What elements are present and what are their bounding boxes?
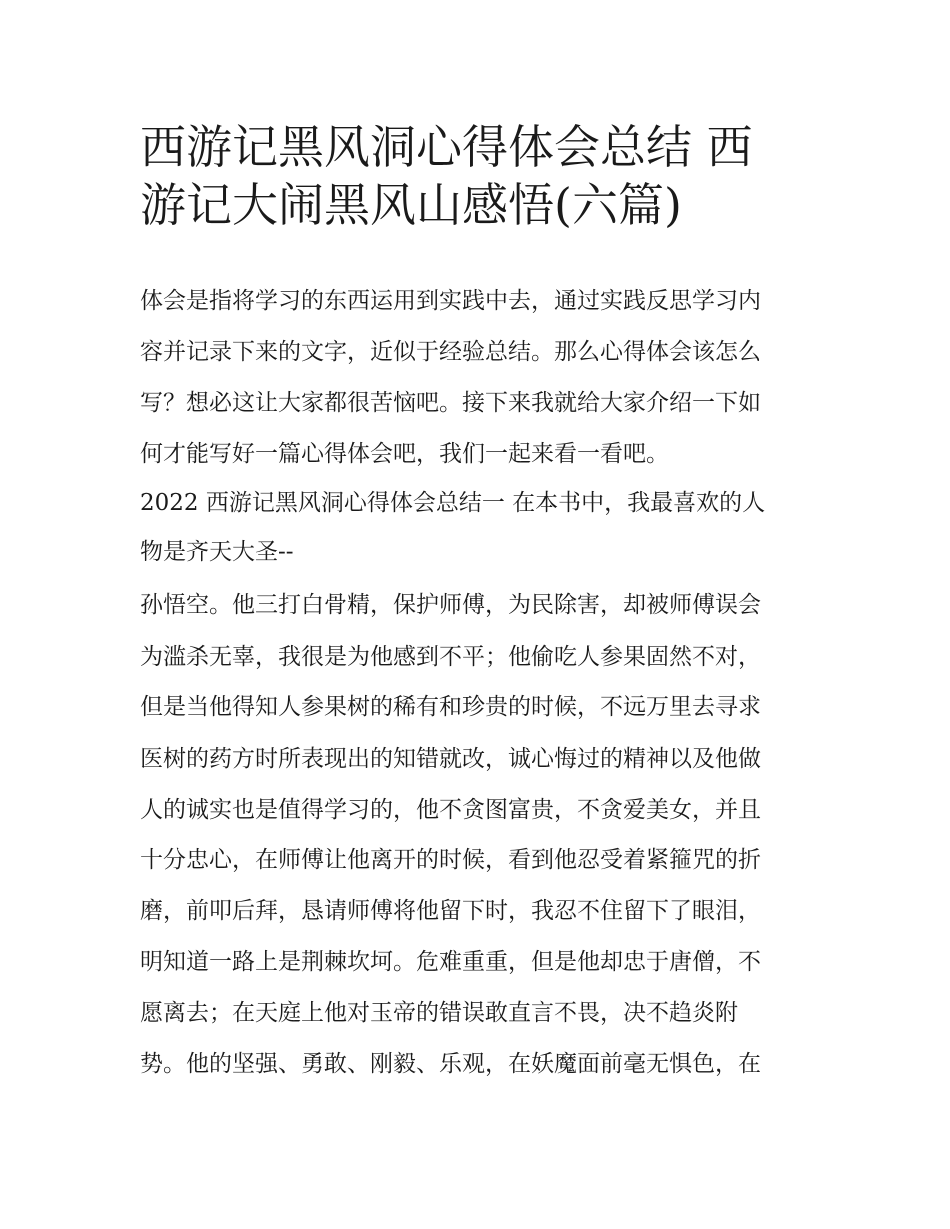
body-line-10: 医树的药方时所表现出的知错就改，诚心悔过的精神以及他做 [140, 746, 761, 772]
body-line-11: 人的诚实也是值得学习的，他不贪图富贵，不贪爱美女，并且 [140, 797, 761, 823]
body-line-1: 体会是指将学习的东西运用到实践中去，通过实践反思学习内 [140, 288, 761, 314]
body-line-12: 十分忠心，在师傅让他离开的时候，看到他忍受着紧箍咒的折 [140, 847, 761, 873]
title-line-1: 西游记黑风洞心得体会总结 西 [140, 120, 753, 174]
body-line-4: 何才能写好一篇心得体会吧，我们一起来看一看吧。 [140, 441, 669, 467]
body-line-7: 孙悟空。他三打白骨精，保护师傅，为民除害，却被师傅误会 [140, 592, 761, 618]
body-line-3: 写？想必这让大家都很苦恼吧。接下来我就给大家介绍一下如 [140, 390, 761, 416]
body-line-14: 明知道一路上是荆棘坎坷。危难重重，但是他却忠于唐僧，不 [140, 949, 761, 975]
body-line-5: 2022 西游记黑风洞心得体会总结一 在本书中，我最喜欢的人 [140, 490, 766, 516]
body-line-9: 但是当他得知人参果树的稀有和珍贵的时候，不远万里去寻求 [140, 694, 761, 720]
body-line-15: 愿离去；在天庭上他对玉帝的错误敢直言不畏，决不趋炎附 [140, 1000, 738, 1026]
document-title [140, 118, 812, 234]
body-line-16: 势。他的坚强、勇敢、刚毅、乐观，在妖魔面前毫无惧色，在 [140, 1051, 761, 1077]
body-line-2: 容并记录下来的文字，近似于经验总结。那么心得体会该怎么 [140, 339, 761, 365]
body-line-8: 为滥杀无辜，我很是为他感到不平；他偷吃人参果固然不对， [140, 644, 761, 670]
title-line-2: 游记大闹黑风山感悟(六篇) [140, 178, 682, 232]
document-page [140, 118, 812, 1077]
body-line-6: 物是齐天大圣-- [140, 539, 294, 565]
body-line-13: 磨，前叩后拜，恳请师傅将他留下时，我忍不住留下了眼泪， [140, 898, 761, 924]
